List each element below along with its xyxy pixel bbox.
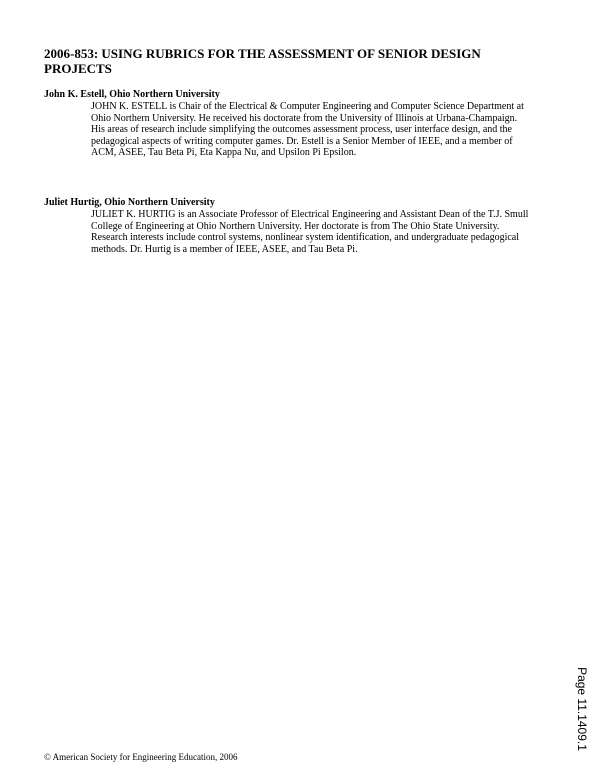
copyright-footer: © American Society for Engineering Education, 2006	[44, 752, 238, 762]
author-block	[44, 197, 544, 255]
paper-title: 2006-853: USING RUBRICS FOR THE ASSESSMENT OF SENIOR DESIGN PROJECTS	[44, 46, 481, 76]
author-bio: JOHN K. ESTELL is Chair of the Electrical & Computer Engineering and Computer Science Department at Ohio Northern University. He received his doctorate from the University of Illinois at Urbana-Champaign. His areas of research include simplifying the outcomes assessment process, user interface design, and the pedagogical aspects of writing computer games. Dr. Estell is a Senior Member of IEEE, and a member of ACM, ASEE, Tau Beta Pi, Eta Kappa Nu, and Upsilon Pi Epsilon.	[91, 101, 524, 159]
author-block	[44, 89, 544, 159]
author-heading: Juliet Hurtig, Ohio Northern University	[44, 197, 215, 208]
author-heading: John K. Estell, Ohio Northern University	[44, 89, 220, 100]
author-bio: JULIET K. HURTIG is an Associate Professor of Electrical Engineering and Assistant Dean of the T.J. Smull College of Engineering at Ohio Northern University. Her doctorate is from The Ohio State University. Research interests include control systems, nonlinear system identification, and undergraduate pedagogical methods. Dr. Hurtig is a member of IEEE, ASEE, and Tau Beta Pi.	[91, 209, 529, 255]
page-number: Page 11.1409.1	[575, 667, 589, 751]
